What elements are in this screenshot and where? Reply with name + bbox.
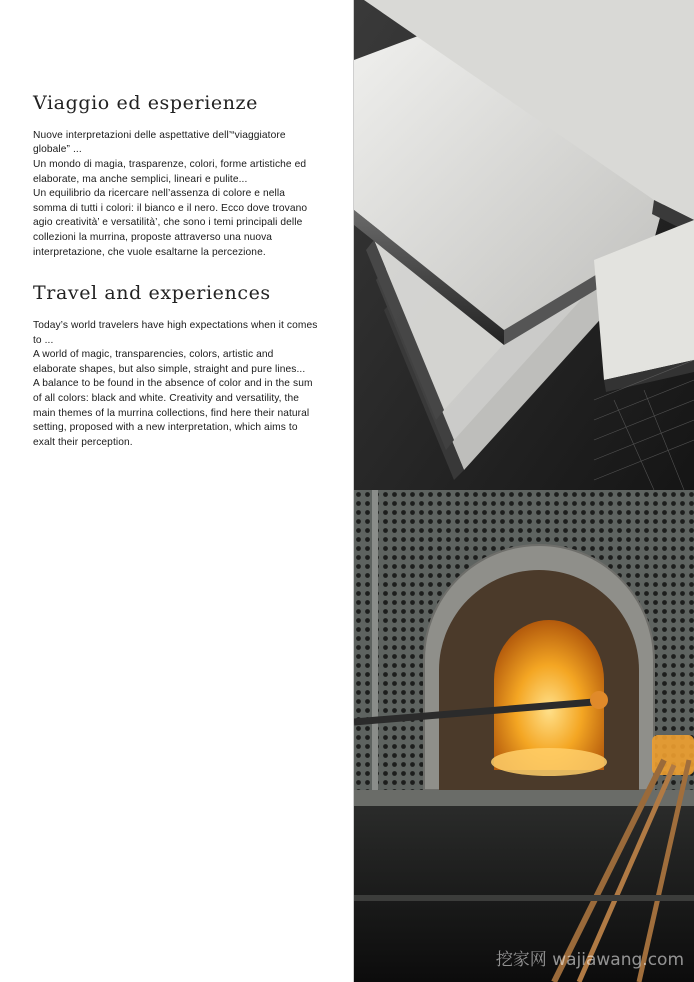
paragraph: Today’s world travelers have high expectations when it comes to ... [33,319,318,346]
watermark-text: 挖家网 wajiawang.com [495,950,684,970]
photo-glass-furnace [354,490,694,982]
text-column [33,92,318,472]
section-english [33,282,318,450]
section-title-english: Travel and experiences [33,282,271,305]
glass-slabs-illustration [354,0,694,490]
paragraph: A balance to be found in the absence of color and in the sum of all colors: black and white. Creativity and versatility, the main themes of la murrina collections, find here their natural setting, proposed with a new interpretation, which aims to exalt their perception. [33,378,313,448]
paragraph: Un equilibrio da ricercare nell’assenza di colore e nella somma di tutti i colori: il bianco e il nero. Ecco dove trovano agio creatività’ e versatilità’, che sono i temi principali delle collezioni la murrina, proposte attraverso una nuova interpretazione, che vuole esaltarne la percezione. [33,188,308,258]
furnace-illustration [354,490,694,982]
photo-column [354,0,694,982]
paragraph: Un mondo di magia, trasparenze, colori, forme artistiche ed elaborate, ma anche semplici, lineari e pulite... [33,158,307,185]
photo-glass-slabs [354,0,694,490]
section-title-italian: Viaggio ed esperienze [33,92,259,114]
paragraph: A world of magic, transparencies, colors, artistic and elaborate shapes, but also simple, straight and pure lines... [33,349,306,375]
paragraph: Nuove interpretazioni delle aspettative dell’“viaggiatore globale” ... [33,129,286,156]
section-italian [33,92,318,260]
